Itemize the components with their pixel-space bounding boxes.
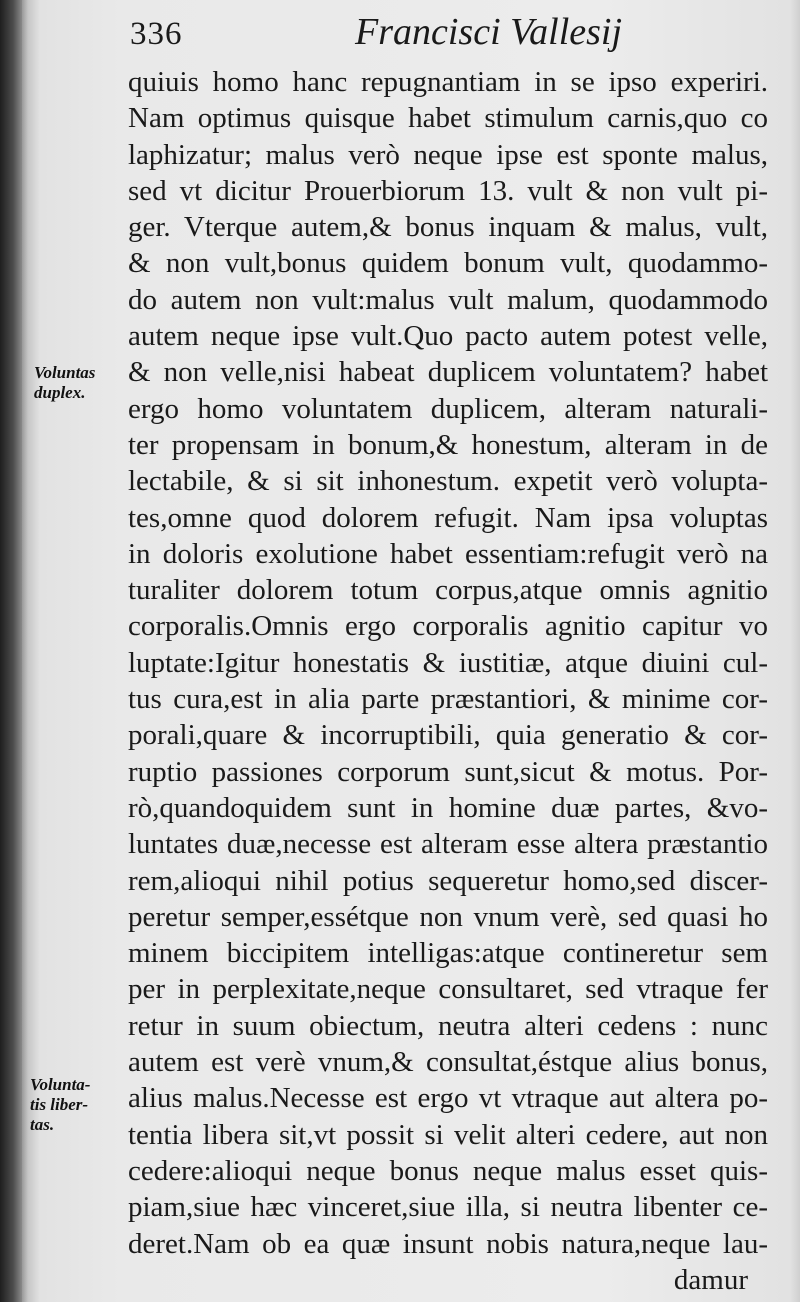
text-line: rò,quandoquidem sunt in homine duæ partes, &vo- [128, 791, 768, 824]
text-line: turaliter dolorem totum corpus,atque omnis agnitio [128, 574, 768, 607]
text-line: quiuis homo hanc repugnantiam in se ipso experiri. [128, 66, 768, 98]
text-line: lectabile, & si sit inhonestum. expetit verò volupta- [128, 465, 768, 498]
text-line: damur [673, 1263, 748, 1296]
text-line: autem neque ipse vult.Quo pacto autem potest velle, [128, 320, 768, 353]
text-line: rem,alioqui nihil potius sequeretur homo,sed discer- [128, 864, 768, 897]
text-line: ruptio passiones corporum sunt,sicut & motus. Por- [128, 755, 768, 788]
text-line: retur in suum obiectum, neutra alteri cedens : nunc [128, 1009, 768, 1042]
text-line: luptate:Igitur honestatis & iustitiæ, atque diuini cul- [128, 646, 768, 679]
running-title: Francisci Vallesij [355, 11, 623, 53]
text-line: deret.Nam ob ea quæ insunt nobis natura,neque lau- [128, 1227, 768, 1260]
text-line: sed vt dicitur Prouerbiorum 13. vult & non vult pi- [128, 174, 768, 207]
text-line: ergo homo voluntatem duplicem, alteram naturali- [128, 392, 768, 425]
text-line: & non velle,nisi habeat duplicem voluntatem? habet [128, 356, 768, 389]
text-line: minem biccipitem intelligas:atque contineretur sem [128, 937, 768, 970]
text-line: tes,omne quod dolorem refugit. Nam ipsa voluptas [128, 501, 768, 534]
text-line: tentia libera sit,vt possit si velit alteri cedere, aut non [128, 1118, 768, 1151]
text-line: in doloris exolutione habet essentiam:refugit verò na [128, 537, 768, 570]
margin-note-voluntatis-libertas [30, 1075, 130, 1135]
margin-note-voluntas-duplex [34, 363, 134, 403]
text-line: alius malus.Necesse est ergo vt vtraque aut altera po- [128, 1082, 768, 1115]
margin-note-line: tis liber- [30, 1095, 89, 1114]
margin-note-line: tas. [30, 1115, 55, 1134]
text-line: cedere:alioqui neque bonus neque malus esset quis- [128, 1154, 768, 1187]
running-head [0, 6, 800, 62]
text-line: autem est verè vnum,& consultat,éstque alius bonus, [128, 1046, 768, 1079]
text-line: porali,quare & incorruptibili, quia generatio & cor- [128, 719, 768, 752]
text-line: peretur semper,essétque non vnum verè, sed quasi ho [128, 900, 768, 933]
text-line: & non vult,bonus quidem bonum vult, quodammo- [128, 247, 768, 280]
margin-note-line: Volunta- [30, 1075, 91, 1094]
text-line: ger. Vterque autem,& bonus inquam & malus, vult, [128, 211, 768, 244]
text-line: Nam optimus quisque habet stimulum carnis,quo co [128, 102, 768, 135]
page-number: 336 [130, 16, 183, 52]
text-line: piam,siue hæc vinceret,siue illa, si neutra libenter ce- [128, 1191, 768, 1224]
text-line: corporalis.Omnis ergo corporalis agnitio capitur vo [128, 610, 768, 643]
book-spine-shadow [0, 0, 22, 1302]
margin-note-line: duplex. [34, 383, 86, 402]
body-text [128, 64, 768, 1298]
text-line: luntates duæ,necesse est alteram esse altera præstantio [128, 828, 768, 861]
text-line: tus cura,est in alia parte præstantiori, & minime cor- [128, 683, 768, 716]
text-line: laphizatur; malus verò neque ipse est sponte malus, [128, 138, 768, 171]
text-line: per in perplexitate,neque consultaret, sed vtraque fer [128, 973, 768, 1006]
margin-note-line: Voluntas [34, 363, 96, 382]
text-line: do autem non vult:malus vult malum, quodammodo [128, 283, 768, 316]
text-line: ter propensam in bonum,& honestum, alteram in de [128, 428, 768, 461]
